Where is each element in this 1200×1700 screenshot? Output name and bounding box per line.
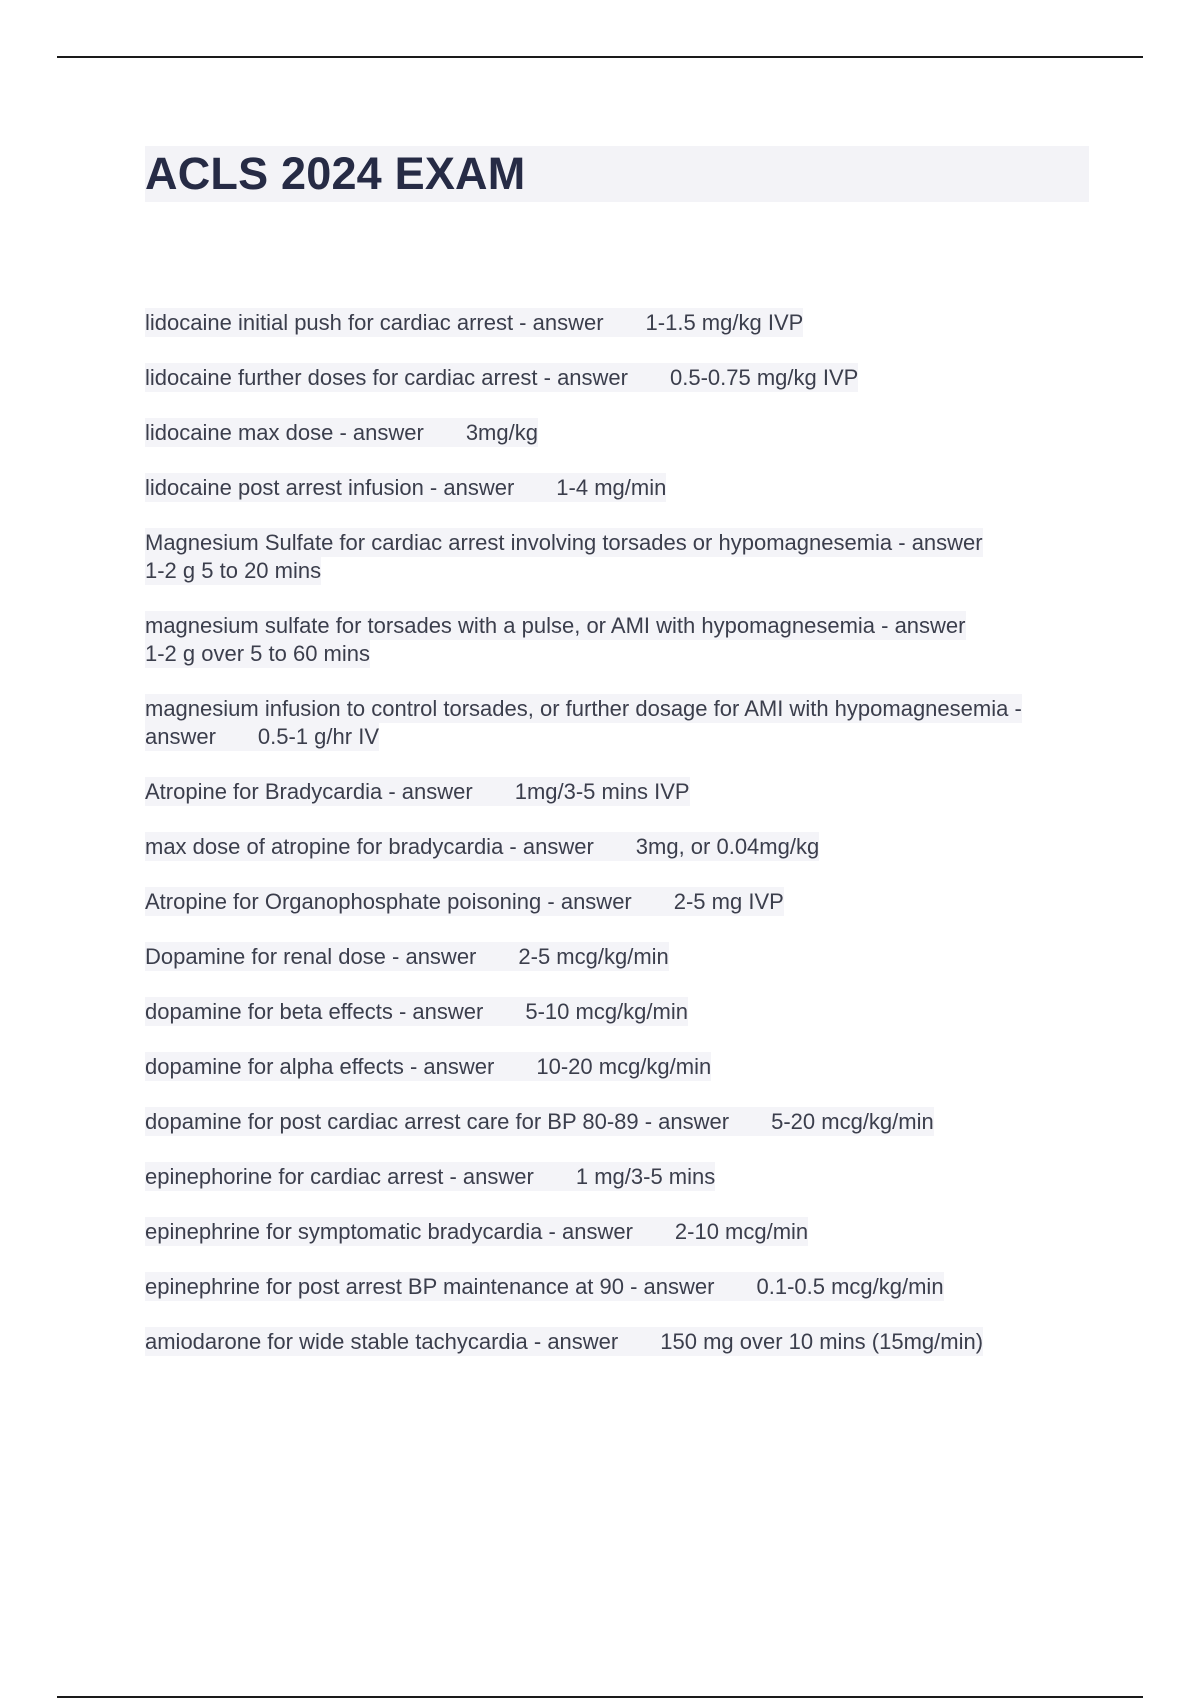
list-item: [145, 833, 1075, 861]
question-text: Atropine for Bradycardia - answer: [145, 779, 473, 804]
answer-text: 3mg, or 0.04mg/kg: [635, 834, 820, 859]
answer-text: 2-10 mcg/min: [674, 1219, 809, 1244]
question-text: lidocaine post arrest infusion - answer: [145, 475, 515, 500]
question-text: lidocaine initial push for cardiac arrest - answer: [145, 310, 604, 335]
bottom-rule: [57, 1696, 1143, 1698]
list-item: [145, 529, 1075, 585]
question-text: epinephorine for cardiac arrest - answer: [145, 1164, 534, 1189]
answer-text: 10-20 mcg/kg/min: [536, 1054, 712, 1079]
page-title: ACLS 2024 EXAM: [145, 148, 526, 199]
answer-text: 1-1.5 mg/kg IVP: [645, 310, 804, 335]
answer-text: 0.5-0.75 mg/kg IVP: [670, 365, 859, 390]
answer-text: 1-2 g over 5 to 60 mins: [145, 641, 371, 666]
question-text: Dopamine for renal dose - answer: [145, 944, 477, 969]
answer-text: 1mg/3-5 mins IVP: [514, 779, 690, 804]
question-text: magnesium sulfate for torsades with a pulse, or AMI with hypomagnesemia - answer: [145, 613, 966, 638]
answer-text: 2-5 mcg/kg/min: [518, 944, 669, 969]
list-item: [145, 1108, 1075, 1136]
question-text: amiodarone for wide stable tachycardia - answer: [145, 1329, 619, 1354]
qa-list: [145, 309, 1075, 1383]
top-rule: [57, 56, 1143, 58]
answer-text: 1 mg/3-5 mins: [575, 1164, 716, 1189]
list-item: [145, 1053, 1075, 1081]
question-text: lidocaine max dose - answer: [145, 420, 424, 445]
question-text: dopamine for post cardiac arrest care for BP 80-89 - answer: [145, 1109, 730, 1134]
question-text: epinephrine for symptomatic bradycardia - answer: [145, 1219, 633, 1244]
list-item: [145, 888, 1075, 916]
question-text: lidocaine further doses for cardiac arrest - answer: [145, 365, 628, 390]
answer-text: 3mg/kg: [465, 420, 538, 445]
answer-text: 150 mg over 10 mins (15mg/min): [660, 1329, 984, 1354]
list-item: [145, 1273, 1075, 1301]
list-item: [145, 612, 1075, 668]
answer-text: 5-20 mcg/kg/min: [771, 1109, 934, 1134]
list-item: [145, 364, 1075, 392]
question-text: dopamine for alpha effects - answer: [145, 1054, 495, 1079]
answer-text: 2-5 mg IVP: [673, 889, 784, 914]
list-item: [145, 1328, 1075, 1356]
list-item: [145, 474, 1075, 502]
answer-text: 0.5-1 g/hr IV: [257, 724, 379, 749]
question-text: max dose of atropine for bradycardia - answer: [145, 834, 594, 859]
question-text: Magnesium Sulfate for cardiac arrest involving torsades or hypomagnesemia - answer: [145, 530, 983, 555]
list-item: [145, 695, 1075, 751]
answer-text: 1-2 g 5 to 20 mins: [145, 558, 322, 583]
list-item: [145, 419, 1075, 447]
list-item: [145, 998, 1075, 1026]
question-text: Atropine for Organophosphate poisoning - answer: [145, 889, 632, 914]
answer-text: 1-4 mg/min: [556, 475, 667, 500]
answer-text: 0.1-0.5 mcg/kg/min: [756, 1274, 944, 1299]
answer-text: 5-10 mcg/kg/min: [525, 999, 688, 1024]
list-item: [145, 1163, 1075, 1191]
question-text: epinephrine for post arrest BP maintenance at 90 - answer: [145, 1274, 715, 1299]
question-text: magnesium infusion to control torsades, or further dosage for AMI with hypomagnesemia - answer: [145, 696, 1022, 749]
list-item: [145, 309, 1075, 337]
list-item: [145, 1218, 1075, 1246]
list-item: [145, 778, 1075, 806]
list-item: [145, 943, 1075, 971]
question-text: dopamine for beta effects - answer: [145, 999, 484, 1024]
